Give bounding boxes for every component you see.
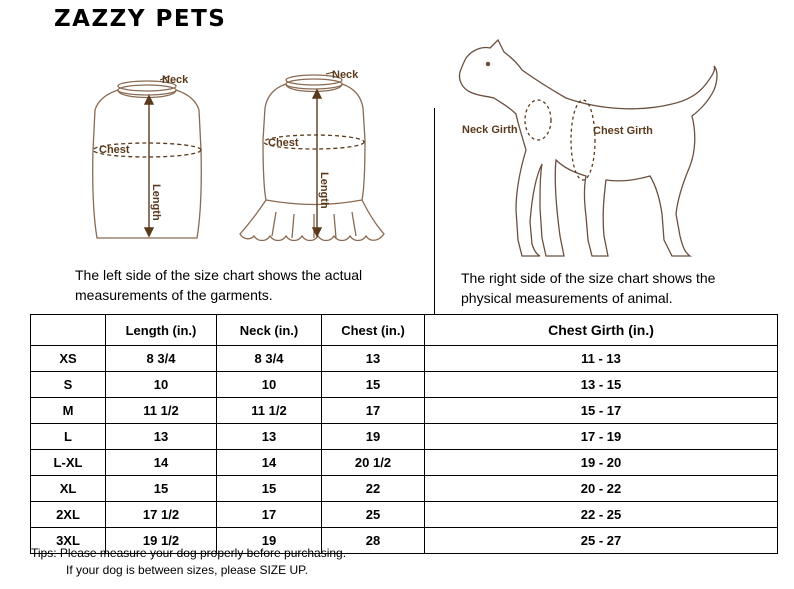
chest-cell: 25 <box>322 502 425 528</box>
table-row <box>31 398 778 424</box>
brand-title: ZAZZY PETS <box>54 6 227 32</box>
chest-cell: 15 <box>322 372 425 398</box>
size-cell: 3XL <box>31 528 106 554</box>
chest-cell: 22 <box>322 476 425 502</box>
neck-cell: 13 <box>217 424 322 450</box>
chest-cell: 28 <box>322 528 425 554</box>
neck-cell: 17 <box>217 502 322 528</box>
neck-girth-label: Neck Girth <box>462 124 518 136</box>
neck-cell: 19 <box>217 528 322 554</box>
neck-cell: 14 <box>217 450 322 476</box>
shirt-length-label: Length <box>150 184 162 221</box>
tips-line-1: Tips: Please measure your dog properly before purchasing. <box>31 546 347 560</box>
length-cell: 19 1/2 <box>106 528 217 554</box>
right-caption: The right side of the size chart shows the physical measurements of animal. <box>461 270 716 306</box>
header-chest: Chest (in.) <box>322 315 425 346</box>
header-size <box>31 315 106 346</box>
header-chest-girth: Chest Girth (in.) <box>425 315 778 346</box>
table-row <box>31 424 778 450</box>
size-cell: 2XL <box>31 502 106 528</box>
chest-girth-cell: 15 - 17 <box>425 398 778 424</box>
table-row <box>31 372 778 398</box>
chest-cell: 19 <box>322 424 425 450</box>
length-cell: 8 3/4 <box>106 346 217 372</box>
size-cell: S <box>31 372 106 398</box>
chest-girth-cell: 22 - 25 <box>425 502 778 528</box>
dress-neck-label: Neck <box>332 69 359 81</box>
dog-diagram <box>459 40 717 256</box>
dress-chest-label: Chest <box>268 137 299 149</box>
table-row <box>31 476 778 502</box>
table-row <box>31 502 778 528</box>
size-cell: L <box>31 424 106 450</box>
length-cell: 13 <box>106 424 217 450</box>
chest-girth-cell: 11 - 13 <box>425 346 778 372</box>
chest-girth-cell: 17 - 19 <box>425 424 778 450</box>
neck-cell: 11 1/2 <box>217 398 322 424</box>
size-cell: XS <box>31 346 106 372</box>
dress-length-label: Length <box>318 172 330 209</box>
length-cell: 11 1/2 <box>106 398 217 424</box>
table-row <box>31 450 778 476</box>
chest-girth-cell: 20 - 22 <box>425 476 778 502</box>
chest-girth-label: Chest Girth <box>593 125 653 137</box>
length-cell: 14 <box>106 450 217 476</box>
neck-cell: 15 <box>217 476 322 502</box>
header-length: Length (in.) <box>106 315 217 346</box>
length-cell: 10 <box>106 372 217 398</box>
size-cell: XL <box>31 476 106 502</box>
chest-cell: 13 <box>322 346 425 372</box>
section-divider <box>434 108 435 314</box>
chest-girth-cell: 25 - 27 <box>425 528 778 554</box>
chest-cell: 20 1/2 <box>322 450 425 476</box>
tips-line-2: If your dog is between sizes, please SIZE UP. <box>66 563 308 577</box>
chest-girth-cell: 13 - 15 <box>425 372 778 398</box>
chest-cell: 17 <box>322 398 425 424</box>
left-caption: The left side of the size chart shows the actual measurements of the garments. <box>75 267 363 303</box>
table-header-row <box>31 315 778 346</box>
header-neck: Neck (in.) <box>217 315 322 346</box>
shirt-chest-label: Chest <box>99 144 130 156</box>
size-cell: L-XL <box>31 450 106 476</box>
size-cell: M <box>31 398 106 424</box>
length-cell: 15 <box>106 476 217 502</box>
length-cell: 17 1/2 <box>106 502 217 528</box>
neck-cell: 10 <box>217 372 322 398</box>
shirt-neck-label: Neck <box>162 74 189 86</box>
table-row <box>31 346 778 372</box>
dress-diagram <box>240 75 384 241</box>
chest-girth-cell: 19 - 20 <box>425 450 778 476</box>
tips <box>31 545 346 579</box>
neck-cell: 8 3/4 <box>217 346 322 372</box>
size-table <box>30 314 778 554</box>
